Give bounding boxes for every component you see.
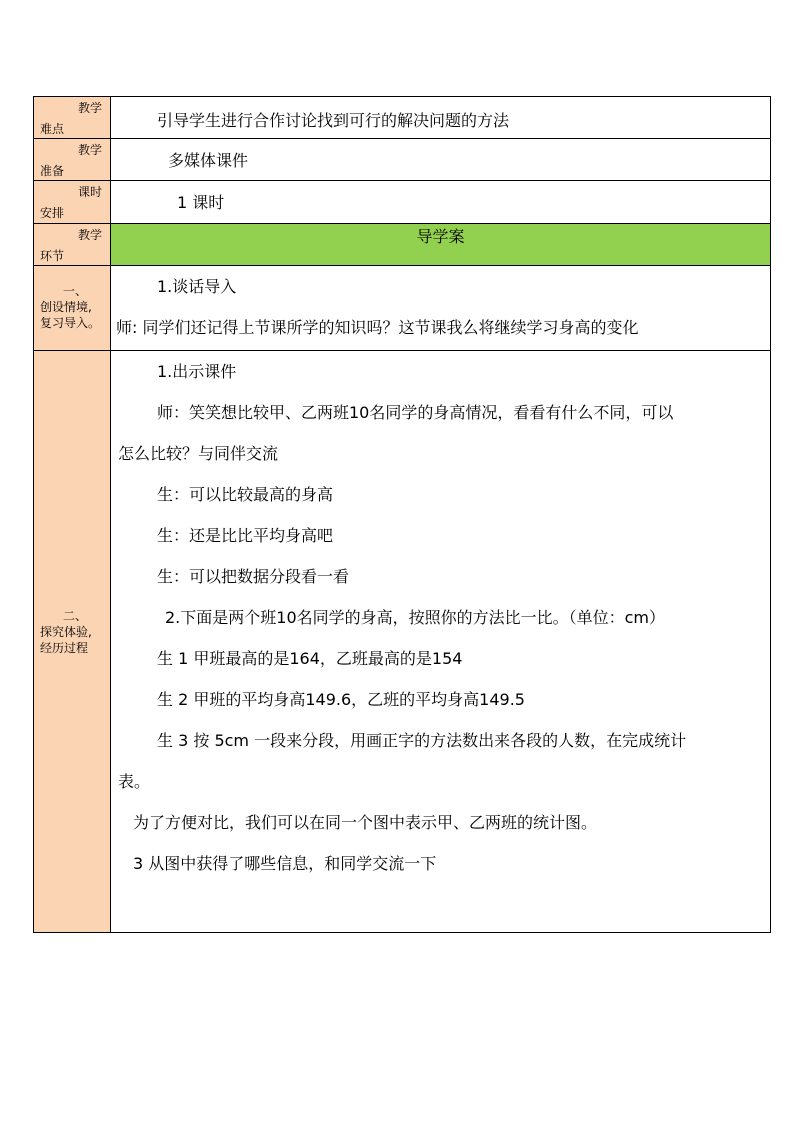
paragraph: 生 2 甲班的平均身高149.6，乙班的平均身高149.5 [157, 690, 525, 709]
paragraph: 为了方便对比，我们可以在同一个图中表示甲、乙两班的统计图。 [133, 813, 598, 832]
paragraph: 表。 [118, 772, 151, 791]
content-part1 [111, 266, 771, 351]
content-difficulty [111, 97, 771, 139]
difficulty-text: 引导学生进行合作讨论找到可行的解决问题的方法 [157, 111, 510, 130]
paragraph: 生：可以比较最高的身高 [157, 485, 334, 504]
content-period [111, 181, 771, 224]
label-stage [34, 224, 111, 266]
label-line: 探究体验, [40, 625, 92, 639]
label-line: 经历过程 [40, 641, 89, 655]
label-line: 一、 [62, 284, 87, 298]
paragraph: 3 从图中获得了哪些信息，和同学交流一下 [133, 854, 437, 873]
label-top: 课时 [77, 185, 102, 199]
paragraph: 生 1 甲班最高的是164，乙班最高的是154 [157, 649, 463, 668]
preparation-text: 多媒体课件 [168, 151, 249, 170]
paragraph: 怎么比较？与同伴交流 [118, 444, 279, 463]
label-preparation [34, 139, 111, 181]
label-difficulty [34, 97, 111, 139]
label-bottom: 安排 [40, 206, 65, 220]
stage-header: 导学案 [111, 224, 771, 266]
paragraph: 2.下面是两个班10名同学的身高，按照你的方法比一比。（单位：cm） [165, 608, 666, 627]
row-stage [34, 224, 771, 266]
paragraph: 1.谈话导入 [157, 277, 237, 296]
label-part2 [34, 351, 111, 933]
label-line: 创设情境, [40, 300, 92, 314]
label-line: 二、 [62, 609, 87, 623]
row-difficulty [34, 97, 771, 139]
paragraph: 师：笑笑想比较甲、乙两班10名同学的身高情况，看看有什么不同，可以 [157, 403, 674, 422]
label-line: 复习导入。 [40, 316, 101, 330]
row-period [34, 181, 771, 224]
paragraph: 师: 同学们还记得上节课所学的知识吗？这节课我么将继续学习身高的变化 [116, 318, 639, 337]
row-part1 [34, 266, 771, 351]
label-top: 教学 [77, 143, 102, 157]
row-preparation [34, 139, 771, 181]
row-part2 [34, 351, 771, 933]
label-top: 教学 [77, 228, 102, 242]
content-preparation [111, 139, 771, 181]
content-part2 [111, 351, 771, 933]
period-text: 1 课时 [177, 193, 225, 212]
paragraph: 生：可以把数据分段看一看 [157, 567, 350, 586]
lesson-plan-table [33, 96, 771, 933]
paragraph: 生 3 按 5cm 一段来分段，用画正字的方法数出来各段的人数，在完成统计 [157, 731, 687, 750]
label-part1 [34, 266, 111, 351]
label-bottom: 环节 [40, 249, 65, 263]
paragraph: 生：还是比比平均身高吧 [157, 526, 334, 545]
label-period [34, 181, 111, 224]
label-bottom: 准备 [40, 164, 65, 178]
paragraph: 1.出示课件 [157, 362, 237, 381]
label-bottom: 难点 [40, 122, 65, 136]
label-top: 教学 [77, 101, 102, 115]
